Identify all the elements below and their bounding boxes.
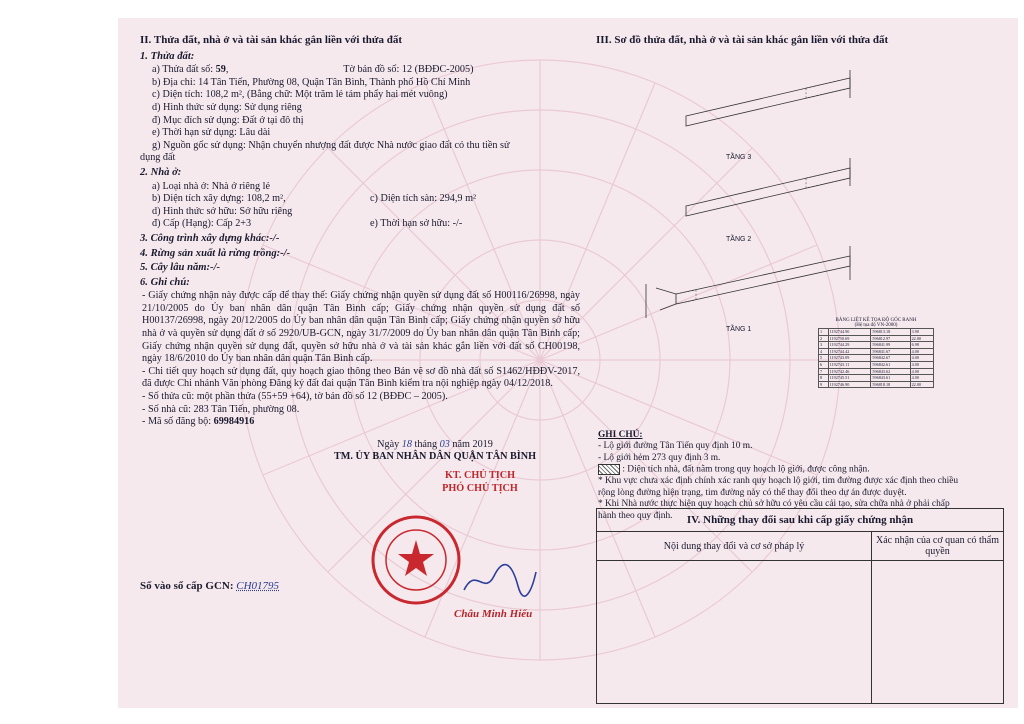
usage-term-value: Lâu dài: [239, 127, 271, 139]
origin-value: Nhận chuyển nhượng đất được Nhà nước giao đất có thu tiền sử: [248, 139, 510, 151]
coordinate-row: [819, 348, 934, 355]
coordinate-table-subtitle: (Hệ tọa độ VN-2000): [854, 323, 898, 328]
floor-area-label: c) Diện tích sàn:: [370, 193, 438, 205]
coordinate-cell: 6.98: [910, 342, 933, 349]
coordinate-cell: 8: [819, 375, 829, 382]
legend-item-4: * Khu vực chưa xác định chính xác ranh quy hoạch lộ giới, tim đường được xác định theo chiều rộng lòng đường hiện trạng, tim đường này có thể thay đổi theo dự án được duyệt.: [598, 476, 959, 498]
registration-row: [140, 416, 580, 429]
changes-confirm-cell: [872, 561, 1004, 704]
usage-form-row: [140, 102, 580, 115]
legend-item-1: - Lộ giới đường Tân Tiến quy định 10 m.: [598, 441, 753, 452]
area-value: 108,2 m²,: [205, 89, 245, 101]
other-works-heading: 3. Công trình xây dựng khác:-/-: [140, 232, 280, 244]
floor-1-label: TẦNG 1: [726, 326, 752, 333]
changes-content-cell: [597, 561, 872, 704]
coordinate-cell: 596842.61: [871, 361, 910, 368]
grade-value: Cấp 2+3: [216, 218, 252, 230]
note-3: - Số thửa cũ: một phần thửa (55+59 +64), tờ bản đồ số 12 (BĐĐC – 2005).: [142, 391, 448, 403]
parcel-number: 59: [215, 64, 226, 76]
coordinate-cell: 1192745.51: [828, 375, 871, 382]
area-row: [140, 89, 580, 102]
coordinate-cell: 1192750.69: [828, 335, 871, 342]
coordinate-cell: 4.00: [910, 361, 933, 368]
floor-3-setback: [806, 78, 850, 98]
grade-label: đ) Cấp (Hạng):: [152, 218, 214, 230]
book-number-value: CH01795: [236, 580, 280, 592]
changes-title: IV. Những thay đổi sau khi cấp giấy chứng nhận: [597, 509, 1004, 532]
land-heading: 1. Thửa đất:: [140, 50, 195, 62]
coordinate-cell: 596818.18: [871, 381, 910, 388]
ownership-term-label: e) Thời hạn sở hữu:: [370, 218, 451, 230]
coordinate-row: [819, 361, 934, 368]
coordinate-cell: 1192744.42: [828, 348, 871, 355]
date-day: 18: [401, 438, 412, 450]
coordinate-cell: 596842.67: [871, 355, 910, 362]
coordinate-cell: 596841.67: [871, 348, 910, 355]
coordinate-cell: 1192742.46: [828, 368, 871, 375]
map-sheet-value: 12 (BĐĐC-2005): [401, 64, 474, 76]
coordinate-cell: 1192743.11: [828, 361, 871, 368]
usage-term-label: e) Thời hạn sử dụng:: [152, 127, 237, 139]
coordinate-cell: 4.00: [910, 355, 933, 362]
area-label: c) Diện tích:: [152, 89, 203, 101]
floor-area-value: 294,9 m²: [439, 193, 477, 205]
house-type-label: a) Loại nhà ở:: [152, 180, 210, 192]
legend-item-3-text: : Diện tích nhà, đất nằm trong quy hoạch lộ giới, được công nhận.: [622, 464, 870, 475]
house-type-value: Nhà ở riêng lẻ: [211, 180, 270, 192]
registration-code: 69984916: [213, 416, 255, 428]
section-3-title: III. Sơ đồ thửa đất, nhà ở và tài sản khác gắn liền với thửa đất: [596, 34, 889, 46]
coordinate-table: [818, 318, 934, 388]
hatch-swatch: [598, 464, 620, 475]
changes-table: [596, 508, 1004, 704]
floor-2-label: TẦNG 2: [726, 236, 752, 243]
left-panel: [140, 34, 580, 495]
coordinate-row: [819, 381, 934, 388]
address-value: 14 Tân Tiến, Phường 08, Quận Tân Bình, Thành phố Hồ Chí Minh: [198, 76, 471, 88]
usage-form-label: d) Hình thức sử dụng:: [152, 101, 242, 113]
changes-section: [596, 508, 1004, 704]
legend-title: GHI CHÚ:: [598, 430, 643, 440]
coordinate-cell: 5: [819, 355, 829, 362]
book-number-row: [140, 580, 279, 592]
coordinate-cell: 2: [819, 335, 829, 342]
coordinate-cell: 1192744.90: [828, 329, 871, 336]
house-area-row: [140, 193, 580, 206]
notes-heading: 6. Ghi chú:: [140, 276, 190, 288]
coordinate-cell: 1192746.90: [828, 381, 871, 388]
section-2-title: II. Thửa đất, nhà ở và tài sản khác gắn liền với thửa đất: [140, 34, 403, 46]
coordinate-cell: 596812.97: [871, 335, 910, 342]
legend-item-5: * Khi Nhà nước thực hiện quy hoạch chủ sở hữu có yêu cầu cải tạo, sửa chữa nhà ở phải chấp hành theo quy định.: [598, 499, 950, 521]
date-month-label: tháng: [414, 438, 438, 450]
note-2: - Chi tiết quy hoạch sử dụng đất, quy hoạch giao thông theo Bản vẽ sơ đồ nhà đất số S1462/HĐĐV-2017, đã được Chi nhánh Văn phòng Đăng ký đất đai quận Tân Bình kiểm tra nội nghiệp ngày 04/12/2018.: [142, 365, 580, 390]
build-area-value: 108,2 m²,: [246, 193, 286, 205]
build-area-label: b) Diện tích xây dựng:: [152, 193, 245, 205]
coordinate-cell: 4.00: [910, 348, 933, 355]
floor-2-outline: [686, 168, 850, 216]
coordinate-cell: 4.00: [910, 375, 933, 382]
floor-1-outline: [676, 256, 850, 304]
coordinate-row: [819, 375, 934, 382]
coordinate-row: [819, 368, 934, 375]
usage-purpose-label: đ) Mục đích sử dụng:: [152, 114, 240, 126]
origin-label: g) Nguồn gốc sử dụng:: [152, 139, 246, 151]
coordinate-cell: 596813.18: [871, 329, 910, 336]
date-year: năm 2019: [452, 438, 493, 450]
coordinate-cell: 6: [819, 361, 829, 368]
usage-purpose-value: Đất ở tại đô thị: [242, 114, 304, 126]
coordinate-cell: 4: [819, 348, 829, 355]
ownership-term-value: -/-: [452, 218, 463, 230]
house-heading: 2. Nhà ở:: [140, 166, 182, 178]
coordinate-cell: 596843.61: [871, 375, 910, 382]
note-4: - Số nhà cũ: 283 Tân Tiến, phường 08.: [142, 403, 300, 415]
deputy-title-2: PHÓ CHỦ TỊCH: [442, 482, 518, 494]
official-seal: [370, 514, 462, 606]
usage-term-row: [140, 127, 580, 140]
house-type-row: [140, 181, 580, 194]
note-1: - Giấy chứng nhận này được cấp để thay thế: Giấy chứng nhận quyền sử dụng đất số H00116/26998, ngày 21/10/2005 do Ủy ban nhân dân quận Tân Bình cấp; Giấy chứng nhận quyền sử dụng đất số H00137/26998, ngày 20/12/2005 do Ủy ban nhân dân quận Tân Bình cấp; Giấy chứng nhận quyền sở hữu nhà ở và quyền sử dụng đất ở số 2920/UB-GCN, ngày 31/7/2009 do Ủy ban nhân dân quận Tân Bình cấp; Giấy chứng nhận quyền sử dụng đất, quyền sở hữu nhà ở và tài sản khác gắn liền với đất số CH00198, ngày 18/6/2010 do Ủy ban nhân dân quận Tân Bình cấp.: [142, 290, 580, 365]
coordinate-cell: 4.00: [910, 368, 933, 375]
right-panel: [596, 34, 1004, 51]
book-number-label: Số vào sổ cấp GCN:: [140, 580, 234, 592]
area-in-words: (Bằng chữ: Một trăm lẻ tám phẩy hai mét vuông): [247, 89, 448, 101]
coordinate-row: [819, 355, 934, 362]
coordinate-cell: 3.90: [910, 329, 933, 336]
coordinate-table-title: BẢNG LIỆT KÊ TỌA ĐỘ GÓC RANH: [835, 318, 917, 323]
parcel-label: a) Thửa đất số:: [152, 64, 214, 76]
coordinate-cell: 7: [819, 368, 829, 375]
issuing-authority: TM. ỦY BAN NHÂN DÂN QUẬN TÂN BÌNH: [333, 451, 537, 463]
floor-plan-diagram: [636, 58, 906, 348]
coordinate-cell: 22.00: [910, 381, 933, 388]
floor-3-outline: [686, 78, 850, 126]
coordinate-cell: 596843.62: [871, 368, 910, 375]
usage-form-value: Sử dụng riêng: [244, 101, 302, 113]
changes-col-confirm: Xác nhận của cơ quan có thẩm quyền: [872, 532, 1004, 561]
map-sheet-label: Tờ bản đồ số:: [343, 64, 400, 76]
coordinate-cell: 9: [819, 381, 829, 388]
coordinate-cell: 3: [819, 342, 829, 349]
ownership-form-row: [140, 206, 580, 219]
registration-label: - Mã số đăng bộ:: [142, 416, 212, 428]
signature-scrawl: [460, 560, 540, 600]
usage-purpose-row: [140, 115, 580, 128]
floor-3-label: TẦNG 3: [726, 154, 752, 161]
coordinate-cell: 22.00: [910, 335, 933, 342]
origin-value-continued: dụng đất: [140, 152, 176, 164]
signer-name: Châu Minh Hiếu: [454, 608, 533, 620]
coordinate-row: [819, 335, 934, 342]
changes-col-content: Nội dung thay đổi và cơ sở pháp lý: [597, 532, 872, 561]
land-parcel-row: a) Thửa đất số: 59, Tờ bản đồ số: 12 (BĐĐC-2005): [152, 64, 474, 76]
legend-item-2: - Lộ giới hẻm 273 quy định 3 m.: [598, 452, 721, 463]
address-row: [140, 77, 580, 90]
floor-2-setback: [806, 168, 850, 188]
date-prefix: Ngày: [377, 438, 400, 450]
ownership-form-label: d) Hình thức sở hữu:: [152, 205, 237, 217]
legend-item-3: [598, 464, 968, 476]
forest-heading: 4. Rừng sản xuất là rừng trồng:-/-: [140, 247, 291, 259]
origin-row: [140, 140, 580, 153]
perennial-heading: 5. Cây lâu năm:-/-: [140, 262, 221, 274]
deputy-title-1: KT. CHỦ TỊCH: [444, 470, 516, 481]
coordinate-row: [819, 342, 934, 349]
ownership-form-value: Sở hữu riêng: [239, 205, 293, 217]
coordinate-row: [819, 329, 934, 336]
coordinate-cell: 1192743.09: [828, 355, 871, 362]
address-label: b) Địa chỉ:: [152, 76, 196, 88]
coordinate-cell: 596841.99: [871, 342, 910, 349]
issue-date: [290, 439, 580, 452]
signature-block: [140, 439, 580, 495]
date-month: 03: [439, 438, 450, 450]
grade-row: [140, 218, 580, 231]
coordinate-cell: 1: [819, 329, 829, 336]
coordinate-cell: 1192744.29: [828, 342, 871, 349]
